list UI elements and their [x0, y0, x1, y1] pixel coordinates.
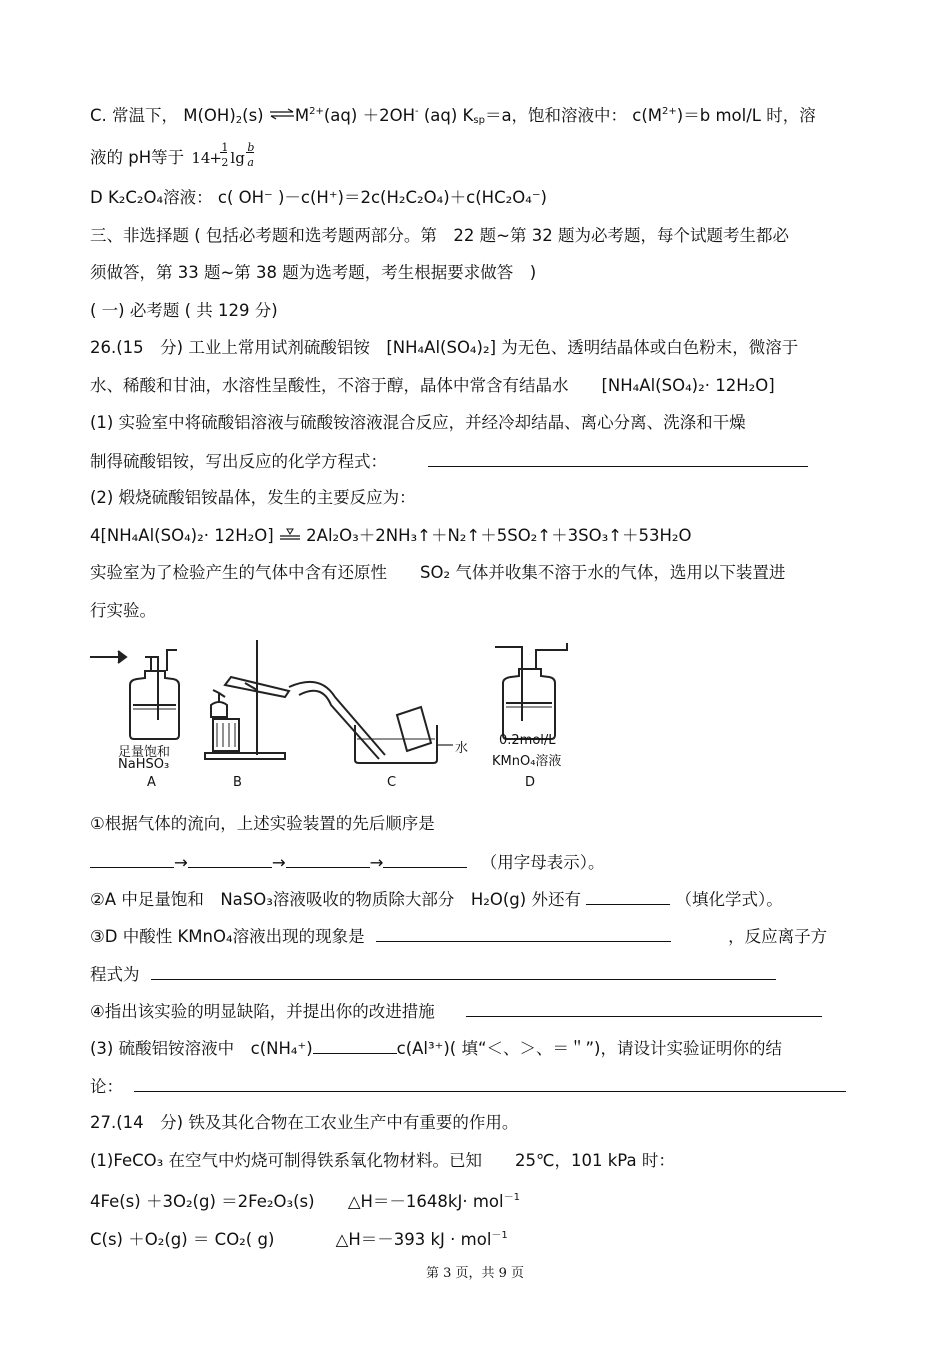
figure-label: NaHSO₃	[118, 757, 170, 772]
answer-blank[interactable]	[586, 887, 670, 905]
answer-blank[interactable]	[376, 924, 671, 942]
section-text: 须做答，第 33 题~第 38 题为选考题，考生根据要求做答 )	[90, 263, 537, 282]
text: 程式为	[90, 965, 140, 984]
question-26-part2: (2) 煅烧硫酸铝铵晶体，发生的主要反应为：	[90, 488, 416, 507]
figure-label: 足量饱和	[118, 745, 171, 760]
experiment-text: 实验室为了检验产生的气体中含有还原性 SO₂ 气体并收集不溶于水的气体，选用以下装置进	[90, 563, 786, 582]
text: （填化学式）。	[675, 890, 783, 909]
text: (s)	[242, 106, 264, 125]
text: -	[414, 106, 419, 117]
text: sp	[473, 115, 485, 126]
answer-blank[interactable]	[466, 999, 822, 1017]
question-3-cont	[90, 962, 860, 987]
question-26-text: 水、稀酸和甘油，水溶性呈酸性，不溶于醇，晶体中常含有结晶水 [NH₄Al(SO₄)₂· 12H₂O]	[90, 376, 775, 395]
text: (3) 硫酸铝铵溶液中 c(NH₄⁺)	[90, 1039, 313, 1058]
text: ②A 中足量饱和 NaSO₃溶液吸收的物质除大部分 H₂O(g) 外还有	[90, 890, 581, 909]
text: (aq) ＋2OH	[323, 106, 415, 125]
answer-blank[interactable]	[286, 850, 370, 868]
figure-label: C	[387, 775, 397, 790]
subsection-heading: ( 一) 必考题 ( 共 129 分)	[90, 301, 278, 320]
ph-formula	[189, 141, 259, 170]
question-4	[90, 999, 860, 1024]
text: （用字母表示）。	[480, 853, 605, 872]
equilibrium-arrow-icon	[269, 103, 295, 115]
formula-text: lg	[230, 149, 245, 167]
question-27-part1: (1)FeCO₃ 在空气中灼烧可制得铁系氧化物材料。已知 25℃，101 kPa 时：	[90, 1151, 675, 1170]
answer-blank[interactable]	[383, 850, 467, 868]
text: →	[271, 853, 286, 872]
text: 2+	[662, 106, 677, 117]
text: ，反应离子方	[728, 927, 828, 946]
figure-label: 0.2mol/L	[499, 733, 556, 748]
question-1-blanks	[90, 850, 860, 875]
formula-text: b	[247, 141, 255, 154]
text: △H＝－1648kJ· mol	[347, 1192, 504, 1211]
text: －1	[503, 1192, 520, 1203]
text: 4Fe(s) ＋3O₂(g) ＝2Fe₂O₃(s)	[90, 1192, 315, 1211]
figure-label: KMnO₄溶液	[492, 754, 562, 769]
question-26-intro: 26.(15 分) 工业上常用试剂硫酸铝铵 [NH₄Al(SO₄)₂] 为无色、透明结晶体或白色粉末，微溶于	[90, 338, 799, 357]
text: C(s) ＋O₂(g) ＝ CO₂( g)	[90, 1230, 275, 1249]
text: ＝a，饱和溶液中： c(M	[484, 106, 663, 125]
figure-label: 水	[455, 741, 469, 756]
text: ③D 中酸性 KMnO₄溶液出现的现象是	[90, 927, 365, 946]
question-26-part1: (1) 实验室中将硫酸铝溶液与硫酸铵溶液混合反应，并经冷却结晶、离心分离、洗涤和干燥	[90, 413, 746, 432]
text: △H＝－393 kJ · mol	[335, 1230, 492, 1249]
formula-text: +	[209, 149, 222, 167]
experiment-text: 行实验。	[90, 601, 156, 620]
answer-blank[interactable]	[313, 1036, 397, 1054]
text: C. 常温下， M(OH)	[90, 106, 236, 125]
question-1: ①根据气体的流向，上述实验装置的先后顺序是	[90, 814, 435, 833]
ph-line	[90, 141, 860, 170]
text: 液的 pH等于	[90, 148, 185, 167]
option-d-line: D K₂C₂O₄溶液： c( OH⁻ )－c(H⁺)＝2c(H₂C₂O₄)＋c(HC₂O₄⁻)	[90, 188, 547, 207]
text: 2	[235, 115, 243, 126]
question-3-part	[90, 1036, 860, 1061]
text: →	[174, 853, 188, 872]
heat-arrow-icon	[279, 525, 301, 539]
text: M	[294, 106, 310, 125]
text: 2Al₂O₃＋2NH₃↑＋N₂↑＋5SO₂↑＋3SO₃↑＋53H₂O	[306, 526, 692, 545]
text: ④指出该实验的明显缺陷，并提出你的改进措施	[90, 1002, 435, 1021]
option-c-line	[90, 100, 860, 133]
text: →	[369, 853, 384, 872]
equation-2	[90, 1224, 860, 1252]
text: 2+	[309, 106, 324, 117]
figure-label: A	[147, 775, 156, 790]
answer-blank[interactable]	[188, 850, 272, 868]
answer-blank[interactable]	[134, 1074, 846, 1092]
text: 制得硫酸铝铵，写出反应的化学方程式：	[90, 452, 387, 471]
text: )＝b mol/L 时，溶	[676, 106, 816, 125]
page-footer: 第 3 页，共 9 页	[425, 1266, 525, 1281]
apparatus-figure	[85, 635, 605, 805]
text: 4[NH₄Al(SO₄)₂· 12H₂O]	[90, 526, 274, 545]
formula-text: 14	[191, 149, 211, 167]
text: 论：	[90, 1077, 123, 1096]
conclusion-line	[90, 1074, 860, 1099]
formula-text: a	[247, 156, 254, 169]
figure-label: D	[525, 775, 536, 790]
section-heading: 三、非选择题 ( 包括必考题和选考题两部分。第 22 题~第 32 题为必考题，每个试题考生都必	[90, 226, 789, 245]
figure-label: B	[233, 775, 242, 790]
question-2	[90, 887, 860, 912]
equation-1	[90, 1186, 860, 1214]
answer-blank[interactable]	[151, 962, 776, 980]
text: (aq) K	[423, 106, 474, 125]
answer-blank[interactable]	[428, 449, 808, 467]
question-27-intro: 27.(14 分) 铁及其化合物在工农业生产中有重要的作用。	[90, 1113, 519, 1132]
answer-blank[interactable]	[90, 850, 174, 868]
question-26-part1-prompt	[90, 449, 860, 474]
text: c(Al³⁺)( 填“＜、＞、＝＂”)，请设计实验证明你的结	[396, 1039, 782, 1058]
question-3	[90, 924, 860, 949]
reaction-equation	[90, 524, 860, 548]
formula-text: 1	[221, 141, 229, 154]
text: －1	[491, 1230, 508, 1241]
formula-text: 2	[221, 156, 229, 169]
